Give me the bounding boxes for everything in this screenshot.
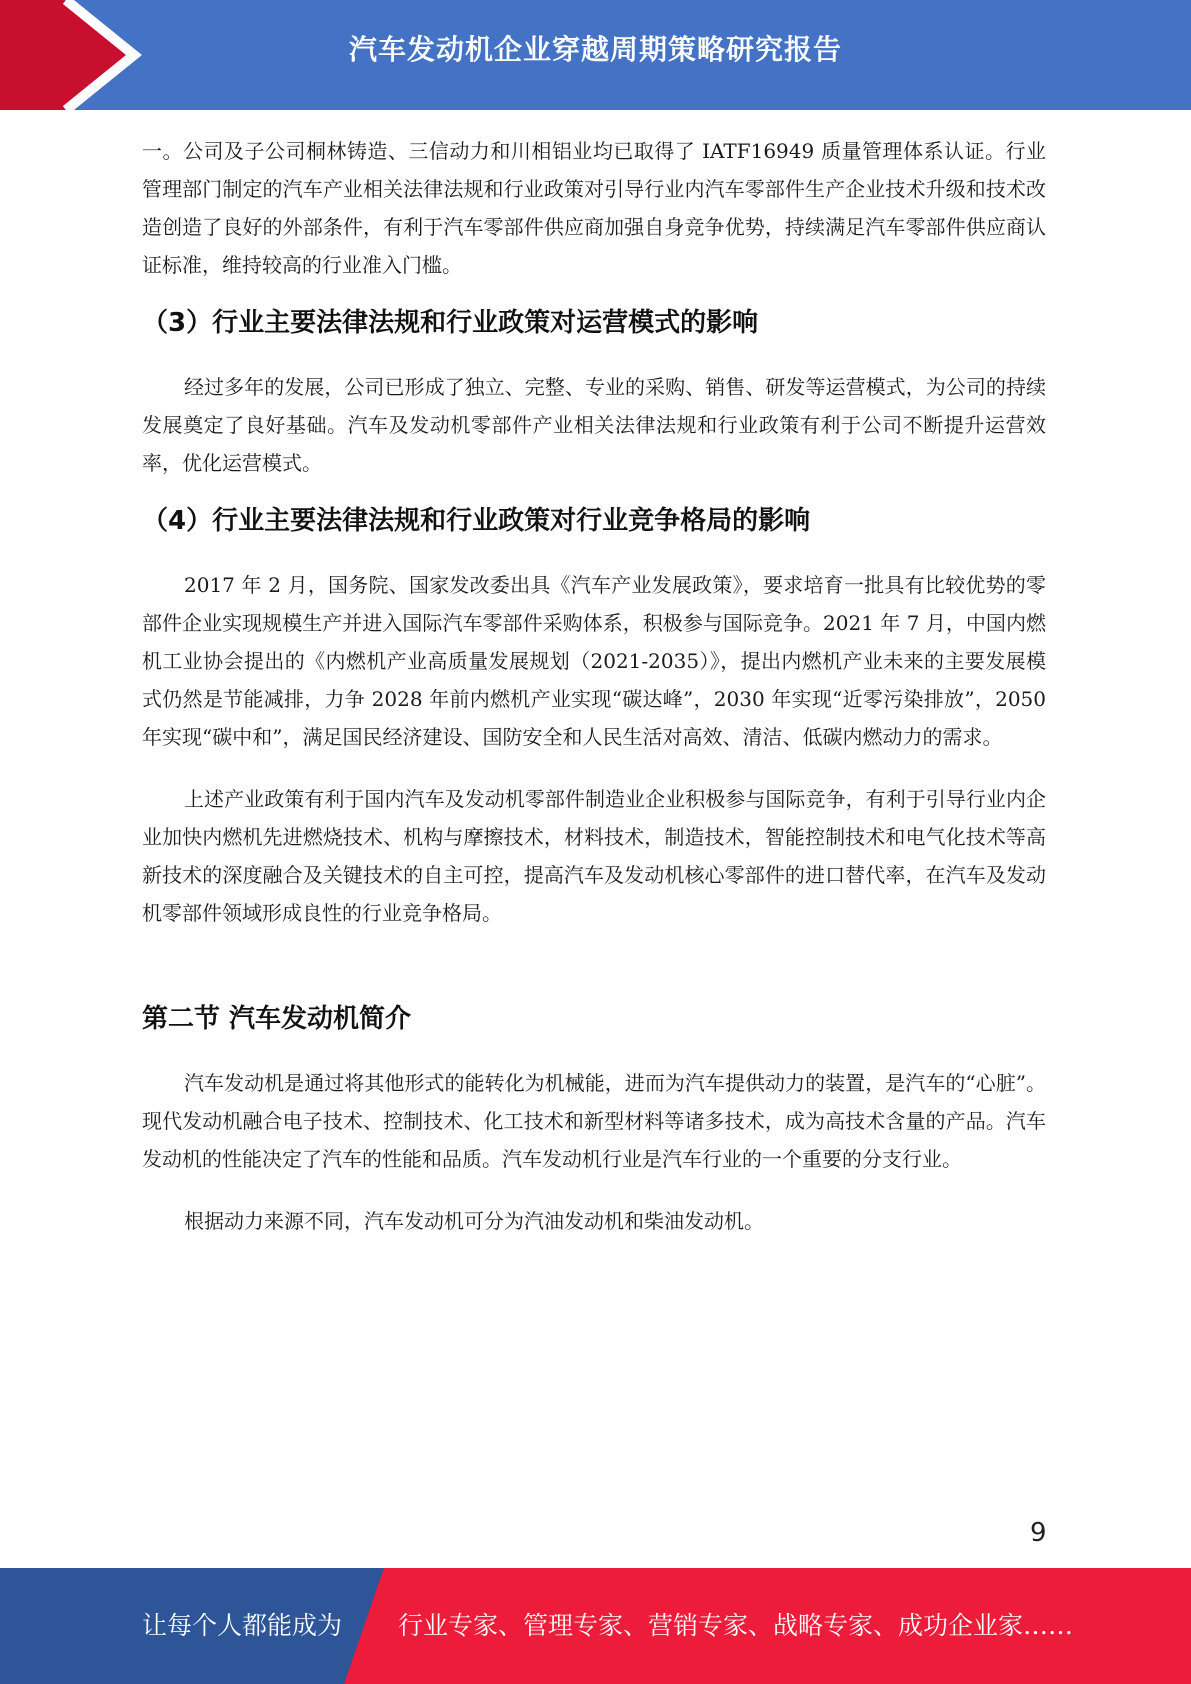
report-title: 汽车发动机企业穿越周期策略研究报告 (348, 33, 842, 66)
paragraph-certification: 一。公司及子公司桐林铸造、三信动力和川相铝业均已取得了 IATF16949 质量管理体系认证。行业管理部门制定的汽车产业相关法律法规和行业政策对引导行业内汽车零部件生产企业技术升级和技术改造创造了良好的外部条件，有利于汽车零部件供应商加强自身竞争优势，持续满足汽车零部件供应商认证标准，维持较高的行业准入门槛。 (142, 139, 1046, 277)
heading-competition: （4）行业主要法律法规和行业政策对行业竞争格局的影响 (142, 506, 811, 536)
paragraph-engine-intro: 汽车发动机是通过将其他形式的能转化为机械能，进而为汽车提供动力的装置，是汽车的“心脏”。现代发动机融合电子技术、控制技术、化工技术和新型材料等诸多技术，成为高技术含量的产品。汽车发动机的性能决定了汽车的性能和品质。汽车发动机行业是汽车行业的一个重要的分支行业。 (142, 1071, 1046, 1171)
footer-slogan-left: 让每个人都能成为 (142, 1611, 343, 1640)
page-footer (0, 1568, 1191, 1684)
paragraph-operating-model: 经过多年的发展，公司已形成了独立、完整、专业的采购、销售、研发等运营模式，为公司的持续发展奠定了良好基础。汽车及发动机零部件产业相关法律法规和行业政策有利于公司不断提升运营效率，优化运营模式。 (142, 375, 1046, 475)
page-header (0, 0, 1191, 110)
footer-slogan-right: 行业专家、管理专家、营销专家、战略专家、成功企业家…… (398, 1611, 1074, 1640)
document-body (142, 132, 1046, 1240)
section-title: 第二节 汽车发动机简介 (142, 1004, 412, 1034)
paragraph-policy-impact: 上述产业政策有利于国内汽车及发动机零部件制造业企业积极参与国际竞争，有利于引导行业内企业加快内燃机先进燃烧技术、机构与摩擦技术，材料技术，制造技术，智能控制技术和电气化技术等高新技术的深度融合及关键技术的自主可控，提高汽车及发动机核心零部件的进口替代率，在汽车及发动机零部件领域形成良性的行业竞争格局。 (142, 787, 1046, 925)
paragraph-policy: 2017 年 2 月，国务院、国家发改委出具《汽车产业发展政策》，要求培育一批具有比较优势的零部件企业实现规模生产并进入国际汽车零部件采购体系，积极参与国际竞争。2021 年 7 月，中国内燃机工业协会提出的《内燃机产业高质量发展规划（2021-2035）》，提出内燃机产业未来的主要发展模式仍然是节能减排，力争 2028 年前内燃机产业实现“碳达峰”，2030 年实现“近零污染排放”，2050 年实现“碳中和”，满足国民经济建设、国防安全和人民生活对高效、清洁、低碳内燃动力的需求。 (142, 573, 1046, 749)
page-number: 9 (1030, 1518, 1047, 1548)
heading-operating-model: （3）行业主要法律法规和行业政策对运营模式的影响 (142, 308, 759, 338)
paragraph-engine-types: 根据动力来源不同，汽车发动机可分为汽油发动机和柴油发动机。 (184, 1209, 764, 1233)
